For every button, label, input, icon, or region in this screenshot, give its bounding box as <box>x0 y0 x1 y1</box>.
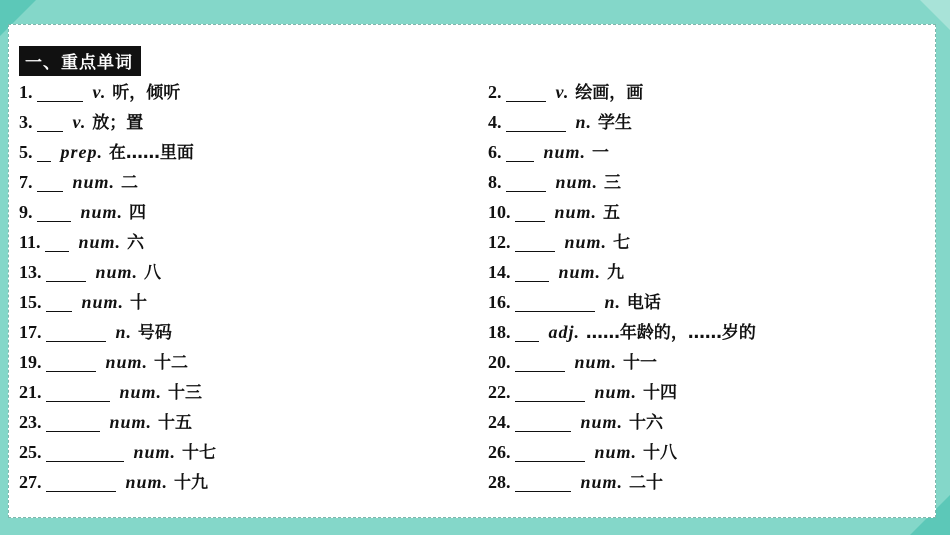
part-of-speech: num. <box>594 382 638 402</box>
vocab-item <box>488 347 928 377</box>
part-of-speech: prep. <box>60 142 103 162</box>
chinese-meaning: 电话 <box>621 293 661 313</box>
section-title: 一、重点单词 <box>19 46 141 76</box>
answer-blank[interactable] <box>506 81 546 102</box>
part-of-speech: num. <box>109 412 153 432</box>
item-number: 4. <box>488 112 502 132</box>
worksheet-card <box>8 24 936 518</box>
part-of-speech: n. <box>115 322 133 342</box>
part-of-speech: num. <box>594 442 638 462</box>
vocab-item <box>488 227 928 257</box>
part-of-speech: n. <box>575 112 593 132</box>
chinese-meaning: 十一 <box>617 353 657 373</box>
item-number: 25. <box>19 442 42 462</box>
chinese-meaning: 听，倾听 <box>106 83 181 103</box>
vocab-item <box>19 317 459 347</box>
answer-blank[interactable] <box>506 111 566 132</box>
chinese-meaning: 绘画，画 <box>569 83 644 103</box>
part-of-speech: num. <box>580 412 624 432</box>
vocab-item <box>488 257 928 287</box>
vocab-item <box>19 197 459 227</box>
answer-blank[interactable] <box>46 471 116 492</box>
vocab-item <box>488 437 928 467</box>
vocab-item <box>488 467 928 497</box>
vocab-item <box>488 407 928 437</box>
answer-blank[interactable] <box>515 381 585 402</box>
part-of-speech: num. <box>119 382 163 402</box>
chinese-meaning: 十 <box>124 293 147 313</box>
item-number: 26. <box>488 442 511 462</box>
answer-blank[interactable] <box>37 111 63 132</box>
item-number: 10. <box>488 202 511 222</box>
left-column <box>19 77 459 497</box>
chinese-meaning: 六 <box>121 233 144 253</box>
item-number: 21. <box>19 382 42 402</box>
item-number: 3. <box>19 112 33 132</box>
vocab-item <box>19 467 459 497</box>
item-number: 24. <box>488 412 511 432</box>
answer-blank[interactable] <box>37 171 63 192</box>
chinese-meaning: 号码 <box>132 323 172 343</box>
chinese-meaning: 五 <box>597 203 620 223</box>
item-number: 18. <box>488 322 511 342</box>
chinese-meaning: 十四 <box>637 383 677 403</box>
answer-blank[interactable] <box>46 291 72 312</box>
chinese-meaning: 三 <box>598 173 621 193</box>
chinese-meaning: 十九 <box>168 473 208 493</box>
answer-blank[interactable] <box>46 411 100 432</box>
item-number: 11. <box>19 232 41 252</box>
item-number: 8. <box>488 172 502 192</box>
vocab-item <box>488 137 928 167</box>
answer-blank[interactable] <box>45 231 69 252</box>
part-of-speech: v. <box>92 82 107 102</box>
answer-blank[interactable] <box>506 141 534 162</box>
answer-blank[interactable] <box>46 351 96 372</box>
answer-blank[interactable] <box>37 81 83 102</box>
item-number: 1. <box>19 82 33 102</box>
answer-blank[interactable] <box>515 351 565 372</box>
item-number: 16. <box>488 292 511 312</box>
answer-blank[interactable] <box>46 441 124 462</box>
chinese-meaning: 十八 <box>637 443 677 463</box>
item-number: 19. <box>19 352 42 372</box>
part-of-speech: num. <box>543 142 587 162</box>
part-of-speech: num. <box>133 442 177 462</box>
answer-blank[interactable] <box>37 141 51 162</box>
item-number: 9. <box>19 202 33 222</box>
vocab-item <box>488 167 928 197</box>
item-number: 20. <box>488 352 511 372</box>
vocab-item <box>19 77 459 107</box>
answer-blank[interactable] <box>515 231 555 252</box>
answer-blank[interactable] <box>515 321 539 342</box>
chinese-meaning: 十五 <box>152 413 192 433</box>
item-number: 28. <box>488 472 511 492</box>
answer-blank[interactable] <box>515 411 571 432</box>
chinese-meaning: 十三 <box>162 383 202 403</box>
answer-blank[interactable] <box>515 441 585 462</box>
right-column <box>488 77 928 497</box>
chinese-meaning: 十六 <box>623 413 663 433</box>
part-of-speech: v. <box>555 82 570 102</box>
answer-blank[interactable] <box>515 471 571 492</box>
part-of-speech: num. <box>555 172 599 192</box>
part-of-speech: adj. <box>548 322 581 342</box>
item-number: 17. <box>19 322 42 342</box>
answer-blank[interactable] <box>515 261 549 282</box>
item-number: 12. <box>488 232 511 252</box>
part-of-speech: num. <box>81 292 125 312</box>
chinese-meaning: 一 <box>586 143 609 163</box>
chinese-meaning: ……年龄的，……岁的 <box>580 323 756 343</box>
part-of-speech: num. <box>72 172 116 192</box>
item-number: 5. <box>19 142 33 162</box>
answer-blank[interactable] <box>515 291 595 312</box>
vocab-item <box>488 107 928 137</box>
vocab-item <box>19 107 459 137</box>
part-of-speech: num. <box>95 262 139 282</box>
part-of-speech: n. <box>604 292 622 312</box>
item-number: 2. <box>488 82 502 102</box>
item-number: 15. <box>19 292 42 312</box>
item-number: 23. <box>19 412 42 432</box>
part-of-speech: num. <box>105 352 149 372</box>
vocab-item <box>488 77 928 107</box>
part-of-speech: num. <box>580 472 624 492</box>
vocab-item <box>19 377 459 407</box>
part-of-speech: num. <box>554 202 598 222</box>
chinese-meaning: 放；置 <box>86 113 144 133</box>
answer-blank[interactable] <box>506 171 546 192</box>
vocab-item <box>19 227 459 257</box>
chinese-meaning: 在……里面 <box>103 143 194 163</box>
vocab-item <box>19 137 459 167</box>
vocab-item <box>488 317 928 347</box>
vocab-item <box>19 257 459 287</box>
chinese-meaning: 八 <box>138 263 161 283</box>
answer-blank[interactable] <box>515 201 545 222</box>
vocab-item <box>488 287 928 317</box>
chinese-meaning: 二十 <box>623 473 663 493</box>
vocab-item <box>19 437 459 467</box>
answer-blank[interactable] <box>46 381 110 402</box>
vocab-item <box>19 407 459 437</box>
answer-blank[interactable] <box>46 261 86 282</box>
vocab-item <box>19 347 459 377</box>
item-number: 13. <box>19 262 42 282</box>
item-number: 7. <box>19 172 33 192</box>
item-number: 6. <box>488 142 502 162</box>
chinese-meaning: 二 <box>115 173 138 193</box>
item-number: 27. <box>19 472 42 492</box>
chinese-meaning: 学生 <box>592 113 632 133</box>
part-of-speech: num. <box>564 232 608 252</box>
part-of-speech: num. <box>558 262 602 282</box>
vocab-item <box>19 287 459 317</box>
item-number: 22. <box>488 382 511 402</box>
chinese-meaning: 十二 <box>148 353 188 373</box>
part-of-speech: num. <box>80 202 124 222</box>
chinese-meaning: 九 <box>601 263 624 283</box>
chinese-meaning: 四 <box>123 203 146 223</box>
vocab-item <box>488 197 928 227</box>
part-of-speech: num. <box>125 472 169 492</box>
part-of-speech: v. <box>72 112 87 132</box>
answer-blank[interactable] <box>37 201 71 222</box>
part-of-speech: num. <box>574 352 618 372</box>
chinese-meaning: 七 <box>607 233 630 253</box>
vocab-item <box>488 377 928 407</box>
item-number: 14. <box>488 262 511 282</box>
part-of-speech: num. <box>78 232 122 252</box>
vocab-item <box>19 167 459 197</box>
chinese-meaning: 十七 <box>176 443 216 463</box>
answer-blank[interactable] <box>46 321 106 342</box>
